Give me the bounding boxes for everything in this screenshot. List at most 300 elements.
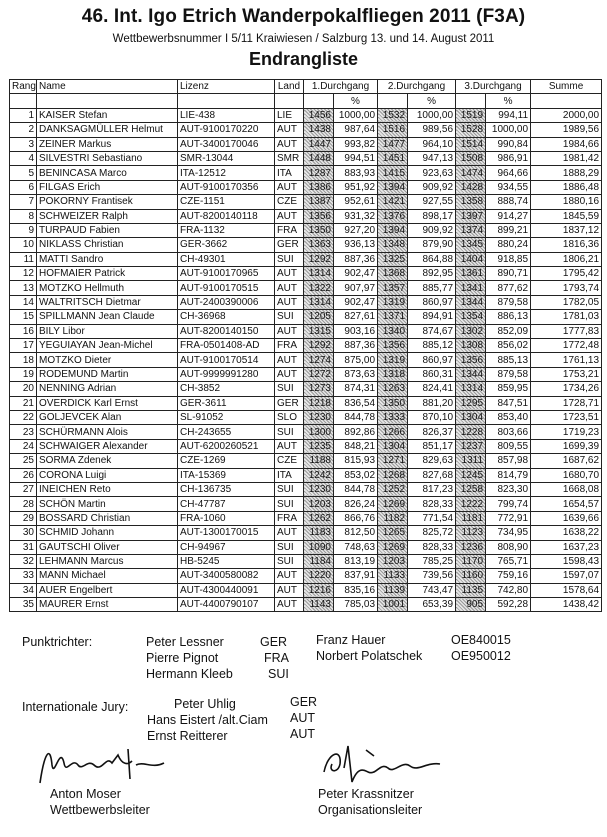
- cell-s3: 803,66: [486, 425, 531, 439]
- cell-s3: 772,91: [486, 511, 531, 525]
- judge-code: OE950012: [451, 649, 511, 663]
- cell-s1: 836,54: [334, 396, 378, 410]
- cell-s1: 835,16: [334, 583, 378, 597]
- ranking-table: [9, 79, 602, 612]
- cell-lizenz: AUT-8200140118: [178, 209, 275, 223]
- cell-p3: 1397: [456, 209, 486, 223]
- cell-p2: 1350: [378, 396, 408, 410]
- cell-p2: 1203: [378, 554, 408, 568]
- cell-rang: 17: [10, 339, 37, 353]
- cell-rang: 4: [10, 151, 37, 165]
- cell-p2: 1269: [378, 497, 408, 511]
- table-row: [10, 569, 602, 583]
- cell-lizenz: FRA-1132: [178, 223, 275, 237]
- table-header-row: [10, 80, 602, 94]
- cell-s1: 907,97: [334, 281, 378, 295]
- table-row: [10, 137, 602, 151]
- cell-s2: 827,68: [408, 468, 456, 482]
- cell-name: SORMA Zdenek: [37, 454, 178, 468]
- cell-name: ZEINER Markus: [37, 137, 178, 151]
- cell-s2: 824,41: [408, 382, 456, 396]
- cell-name: WALTRITSCH Dietmar: [37, 295, 178, 309]
- table-row: [10, 238, 602, 252]
- signer-name: Peter Krassnitzer: [318, 787, 414, 801]
- cell-s2: 898,17: [408, 209, 456, 223]
- cell-name: AUER Engelbert: [37, 583, 178, 597]
- pct-label: %: [486, 94, 531, 108]
- pct-label: %: [334, 94, 378, 108]
- cell-rang: 6: [10, 180, 37, 194]
- cell-s1: 927,20: [334, 223, 378, 237]
- cell-p3: 1258: [456, 482, 486, 496]
- cell-p1: 1273: [304, 382, 334, 396]
- cell-s2: 828,33: [408, 540, 456, 554]
- cell-p3: 1356: [456, 353, 486, 367]
- judge-name: Peter Lessner: [146, 635, 224, 649]
- cell-sum: 1654,57: [531, 497, 602, 511]
- cell-rang: 2: [10, 123, 37, 137]
- cell-sum: 1880,16: [531, 195, 602, 209]
- cell-sum: 1772,48: [531, 339, 602, 353]
- cell-s1: 815,93: [334, 454, 378, 468]
- cell-s2: 964,10: [408, 137, 456, 151]
- cell-p3: 1345: [456, 238, 486, 252]
- cell-rang: 16: [10, 324, 37, 338]
- cell-lizenz: CH-47787: [178, 497, 275, 511]
- cell-s1: 892,86: [334, 425, 378, 439]
- cell-p2: 1477: [378, 137, 408, 151]
- cell-p1: 1314: [304, 295, 334, 309]
- cell-s3: 592,28: [486, 598, 531, 612]
- cell-s3: 823,30: [486, 482, 531, 496]
- cell-name: RODEMUND Martin: [37, 367, 178, 381]
- cell-p2: 1368: [378, 267, 408, 281]
- cell-rang: 5: [10, 166, 37, 180]
- cell-s2: 892,95: [408, 267, 456, 281]
- cell-s2: 771,54: [408, 511, 456, 525]
- cell-land: AUT: [275, 137, 304, 151]
- cell-name: CORONA Luigi: [37, 468, 178, 482]
- cell-s1: 844,78: [334, 482, 378, 496]
- cell-s3: 856,02: [486, 339, 531, 353]
- cell-p1: 1235: [304, 439, 334, 453]
- cell-s2: 826,37: [408, 425, 456, 439]
- cell-lizenz: AUT-4400790107: [178, 598, 275, 612]
- cell-s1: 987,64: [334, 123, 378, 137]
- cell-land: AUT: [275, 367, 304, 381]
- cell-s2: 927,55: [408, 195, 456, 209]
- cell-name: INEICHEN Reto: [37, 482, 178, 496]
- cell-p2: 1376: [378, 209, 408, 223]
- cell-name: FILGAS Erich: [37, 180, 178, 194]
- cell-sum: 1793,74: [531, 281, 602, 295]
- cell-p2: 1415: [378, 166, 408, 180]
- cell-p2: 1318: [378, 367, 408, 381]
- cell-land: CZE: [275, 454, 304, 468]
- cell-rang: 9: [10, 223, 37, 237]
- cell-p1: 1287: [304, 166, 334, 180]
- jury-country: GER: [290, 695, 318, 709]
- table-row: [10, 324, 602, 338]
- cell-s3: 809,55: [486, 439, 531, 453]
- cell-s1: 874,31: [334, 382, 378, 396]
- cell-sum: 1984,66: [531, 137, 602, 151]
- cell-land: SUI: [275, 482, 304, 496]
- cell-rang: 21: [10, 396, 37, 410]
- signer-role: Organisationsleiter: [318, 803, 423, 817]
- cell-p2: 1263: [378, 382, 408, 396]
- cell-s2: 828,33: [408, 497, 456, 511]
- cell-s2: 851,17: [408, 439, 456, 453]
- cell-p3: 1295: [456, 396, 486, 410]
- cell-p1: 1315: [304, 324, 334, 338]
- cell-rang: 10: [10, 238, 37, 252]
- cell-lizenz: ITA-15369: [178, 468, 275, 482]
- cell-land: SUI: [275, 252, 304, 266]
- cell-name: OVERDICK Karl Ernst: [37, 396, 178, 410]
- cell-rang: 20: [10, 382, 37, 396]
- cell-s2: 1000,00: [408, 108, 456, 122]
- judge-country: GER: [260, 635, 288, 649]
- cell-p3: 1474: [456, 166, 486, 180]
- judge-country: SUI: [268, 667, 289, 681]
- cell-s2: 860,97: [408, 295, 456, 309]
- cell-rang: 34: [10, 583, 37, 597]
- cell-sum: 1638,22: [531, 526, 602, 540]
- cell-s3: 899,21: [486, 223, 531, 237]
- cell-s1: 936,13: [334, 238, 378, 252]
- cell-p2: 1269: [378, 540, 408, 554]
- cell-s2: 825,72: [408, 526, 456, 540]
- cell-rang: 19: [10, 367, 37, 381]
- cell-sum: 1753,21: [531, 367, 602, 381]
- table-row: [10, 511, 602, 525]
- cell-p3: 1123: [456, 526, 486, 540]
- cell-lizenz: CH-36968: [178, 310, 275, 324]
- cell-p1: 1356: [304, 209, 334, 223]
- cell-rang: 8: [10, 209, 37, 223]
- cell-s2: 653,39: [408, 598, 456, 612]
- table-row: [10, 439, 602, 453]
- cell-s3: 885,13: [486, 353, 531, 367]
- cell-p1: 1438: [304, 123, 334, 137]
- cell-p3: 1314: [456, 382, 486, 396]
- col-rang: Rang: [10, 80, 37, 94]
- cell-land: AUT: [275, 267, 304, 281]
- cell-p3: 1222: [456, 497, 486, 511]
- cell-land: SUI: [275, 554, 304, 568]
- cell-p1: 1274: [304, 353, 334, 367]
- page-heading: Endrangliste: [248, 49, 359, 69]
- cell-s3: 859,95: [486, 382, 531, 396]
- cell-p1: 1292: [304, 339, 334, 353]
- cell-land: ITA: [275, 468, 304, 482]
- cell-name: TURPAUD Fabien: [37, 223, 178, 237]
- cell-name: BOSSARD Christian: [37, 511, 178, 525]
- jury-name: Peter Uhlig: [174, 697, 236, 711]
- cell-name: NIKLASS Christian: [37, 238, 178, 252]
- cell-s3: 847,51: [486, 396, 531, 410]
- cell-rang: 32: [10, 554, 37, 568]
- cell-land: AUT: [275, 569, 304, 583]
- table-row: [10, 382, 602, 396]
- cell-s2: 743,47: [408, 583, 456, 597]
- jury-name: Hans Eistert /alt.Ciam: [147, 713, 268, 727]
- cell-s3: 886,13: [486, 310, 531, 324]
- cell-s1: 873,63: [334, 367, 378, 381]
- cell-sum: 1989,56: [531, 123, 602, 137]
- cell-s2: 817,23: [408, 482, 456, 496]
- cell-s3: 1000,00: [486, 123, 531, 137]
- cell-p1: 1292: [304, 252, 334, 266]
- cell-s3: 914,27: [486, 209, 531, 223]
- col-summe: Summe: [531, 80, 602, 94]
- table-row: [10, 583, 602, 597]
- cell-sum: 1598,43: [531, 554, 602, 568]
- cell-p2: 1325: [378, 252, 408, 266]
- cell-name: GAUTSCHI Oliver: [37, 540, 178, 554]
- cell-p3: 1528: [456, 123, 486, 137]
- cell-p3: 1354: [456, 310, 486, 324]
- cell-land: GER: [275, 396, 304, 410]
- cell-name: HOFMAIER Patrick: [37, 267, 178, 281]
- cell-p2: 1394: [378, 180, 408, 194]
- judge-code: OE840015: [451, 633, 511, 647]
- cell-lizenz: CZE-1151: [178, 195, 275, 209]
- cell-land: AUT: [275, 324, 304, 338]
- cell-land: SUI: [275, 497, 304, 511]
- cell-land: FRA: [275, 339, 304, 353]
- col-durchgang-3: 3.Durchgang: [456, 80, 531, 94]
- cell-lizenz: GER-3662: [178, 238, 275, 252]
- cell-p3: 1302: [456, 324, 486, 338]
- cell-land: SUI: [275, 382, 304, 396]
- cell-p2: 1394: [378, 223, 408, 237]
- document-title: 46. Int. Igo Etrich Wanderpokalfliegen 2011 (F3A): [81, 6, 526, 27]
- cell-s3: 877,62: [486, 281, 531, 295]
- table-row: [10, 598, 602, 612]
- cell-p3: 1358: [456, 195, 486, 209]
- table-row: [10, 223, 602, 237]
- cell-lizenz: GER-3611: [178, 396, 275, 410]
- cell-p1: 1183: [304, 526, 334, 540]
- judge-name: Pierre Pignot: [146, 651, 219, 665]
- cell-p3: 1308: [456, 339, 486, 353]
- cell-sum: 1761,13: [531, 353, 602, 367]
- cell-p2: 1319: [378, 353, 408, 367]
- cell-name: POKORNY Frantisek: [37, 195, 178, 209]
- cell-sum: 1668,08: [531, 482, 602, 496]
- cell-land: AUT: [275, 583, 304, 597]
- cell-name: MATTI Sandro: [37, 252, 178, 266]
- cell-lizenz: AUT-9100170220: [178, 123, 275, 137]
- cell-sum: 1597,07: [531, 569, 602, 583]
- cell-p2: 1532: [378, 108, 408, 122]
- cell-rang: 3: [10, 137, 37, 151]
- cell-p3: 1304: [456, 410, 486, 424]
- judges-label: Punktrichter:: [22, 635, 93, 649]
- cell-p1: 1262: [304, 511, 334, 525]
- cell-p1: 1203: [304, 497, 334, 511]
- cell-s3: 765,71: [486, 554, 531, 568]
- table-row: [10, 123, 602, 137]
- cell-s3: 880,24: [486, 238, 531, 252]
- cell-s2: 947,13: [408, 151, 456, 165]
- table-row: [10, 339, 602, 353]
- cell-rang: 14: [10, 295, 37, 309]
- jury-country: AUT: [290, 727, 315, 741]
- cell-p1: 1363: [304, 238, 334, 252]
- cell-rang: 12: [10, 267, 37, 281]
- table-row: [10, 180, 602, 194]
- cell-rang: 22: [10, 410, 37, 424]
- cell-p3: 1181: [456, 511, 486, 525]
- cell-name: YEGUIAYAN Jean-Michel: [37, 339, 178, 353]
- cell-lizenz: LIE-438: [178, 108, 275, 122]
- cell-lizenz: CH-3852: [178, 382, 275, 396]
- cell-name: LEHMANN Marcus: [37, 554, 178, 568]
- cell-lizenz: FRA-1060: [178, 511, 275, 525]
- cell-land: SUI: [275, 540, 304, 554]
- judge-name: Franz Hauer: [316, 633, 386, 647]
- cell-name: KAISER Stefan: [37, 108, 178, 122]
- table-row: [10, 108, 602, 122]
- judge-country: FRA: [264, 651, 289, 665]
- cell-p1: 1387: [304, 195, 334, 209]
- cell-s2: 785,25: [408, 554, 456, 568]
- cell-p1: 1456: [304, 108, 334, 122]
- cell-p1: 1216: [304, 583, 334, 597]
- cell-p2: 1421: [378, 195, 408, 209]
- cell-sum: 1795,42: [531, 267, 602, 281]
- cell-p1: 1314: [304, 267, 334, 281]
- cell-lizenz: AUT-6200260521: [178, 439, 275, 453]
- cell-name: DANKSAGMÜLLER Helmut: [37, 123, 178, 137]
- signer-name: Anton Moser: [50, 787, 121, 801]
- cell-name: SCHMID Johann: [37, 526, 178, 540]
- cell-rang: 31: [10, 540, 37, 554]
- cell-sum: 1886,48: [531, 180, 602, 194]
- table-row: [10, 281, 602, 295]
- col-name: Name: [37, 80, 178, 94]
- cell-rang: 25: [10, 454, 37, 468]
- cell-land: AUT: [275, 598, 304, 612]
- cell-rang: 28: [10, 497, 37, 511]
- cell-p1: 1242: [304, 468, 334, 482]
- cell-s1: 812,50: [334, 526, 378, 540]
- cell-sum: 1578,64: [531, 583, 602, 597]
- table-row: [10, 367, 602, 381]
- cell-lizenz: SL-91052: [178, 410, 275, 424]
- cell-p2: 1271: [378, 454, 408, 468]
- table-row: [10, 410, 602, 424]
- cell-p2: 1319: [378, 295, 408, 309]
- cell-s1: 993,82: [334, 137, 378, 151]
- cell-sum: 1438,42: [531, 598, 602, 612]
- cell-p3: 1514: [456, 137, 486, 151]
- judge-name: Norbert Polatschek: [316, 649, 423, 663]
- cell-lizenz: AUT-4300440091: [178, 583, 275, 597]
- cell-p3: 1404: [456, 252, 486, 266]
- cell-s2: 870,10: [408, 410, 456, 424]
- cell-name: MANN Michael: [37, 569, 178, 583]
- cell-s3: 857,98: [486, 454, 531, 468]
- cell-p1: 1300: [304, 425, 334, 439]
- cell-p1: 1230: [304, 410, 334, 424]
- cell-s2: 879,90: [408, 238, 456, 252]
- cell-name: SPILLMANN Jean Claude: [37, 310, 178, 324]
- cell-p2: 1357: [378, 281, 408, 295]
- cell-s3: 808,90: [486, 540, 531, 554]
- cell-p2: 1333: [378, 410, 408, 424]
- cell-rang: 1: [10, 108, 37, 122]
- cell-sum: 1782,05: [531, 295, 602, 309]
- cell-s1: 887,36: [334, 339, 378, 353]
- cell-lizenz: ITA-12512: [178, 166, 275, 180]
- cell-s3: 918,85: [486, 252, 531, 266]
- cell-land: SMR: [275, 151, 304, 165]
- cell-rang: 15: [10, 310, 37, 324]
- cell-lizenz: FRA-0501408-AD: [178, 339, 275, 353]
- cell-s3: 986,91: [486, 151, 531, 165]
- cell-name: SILVESTRI Sebastiano: [37, 151, 178, 165]
- jury-country: AUT: [290, 711, 315, 725]
- cell-s3: 964,66: [486, 166, 531, 180]
- table-row: [10, 267, 602, 281]
- cell-sum: 1837,12: [531, 223, 602, 237]
- cell-land: SUI: [275, 310, 304, 324]
- cell-p1: 1447: [304, 137, 334, 151]
- cell-p1: 1188: [304, 454, 334, 468]
- cell-s1: 875,00: [334, 353, 378, 367]
- cell-s1: 813,19: [334, 554, 378, 568]
- cell-p1: 1143: [304, 598, 334, 612]
- cell-rang: 29: [10, 511, 37, 525]
- cell-sum: 1728,71: [531, 396, 602, 410]
- cell-s1: 848,21: [334, 439, 378, 453]
- cell-land: AUT: [275, 281, 304, 295]
- cell-sum: 1806,21: [531, 252, 602, 266]
- cell-sum: 1777,83: [531, 324, 602, 338]
- table-row: [10, 209, 602, 223]
- cell-p1: 1220: [304, 569, 334, 583]
- cell-p3: 1228: [456, 425, 486, 439]
- cell-s1: 785,03: [334, 598, 378, 612]
- cell-land: GER: [275, 238, 304, 252]
- table-row: [10, 166, 602, 180]
- cell-p3: 1374: [456, 223, 486, 237]
- cell-s3: 734,95: [486, 526, 531, 540]
- cell-sum: 1888,29: [531, 166, 602, 180]
- cell-p3: 1160: [456, 569, 486, 583]
- cell-land: FRA: [275, 511, 304, 525]
- cell-s1: 826,24: [334, 497, 378, 511]
- cell-land: AUT: [275, 123, 304, 137]
- cell-land: SUI: [275, 425, 304, 439]
- col-lizenz: Lizenz: [178, 80, 275, 94]
- cell-p2: 1182: [378, 511, 408, 525]
- table-row: [10, 454, 602, 468]
- cell-s2: 909,92: [408, 223, 456, 237]
- cell-p3: 1135: [456, 583, 486, 597]
- cell-sum: 1719,23: [531, 425, 602, 439]
- cell-name: BENINCASA Marco: [37, 166, 178, 180]
- table-row: [10, 295, 602, 309]
- cell-sum: 1639,66: [531, 511, 602, 525]
- cell-name: SCHÖN Martin: [37, 497, 178, 511]
- table-row: [10, 310, 602, 324]
- cell-p3: 905: [456, 598, 486, 612]
